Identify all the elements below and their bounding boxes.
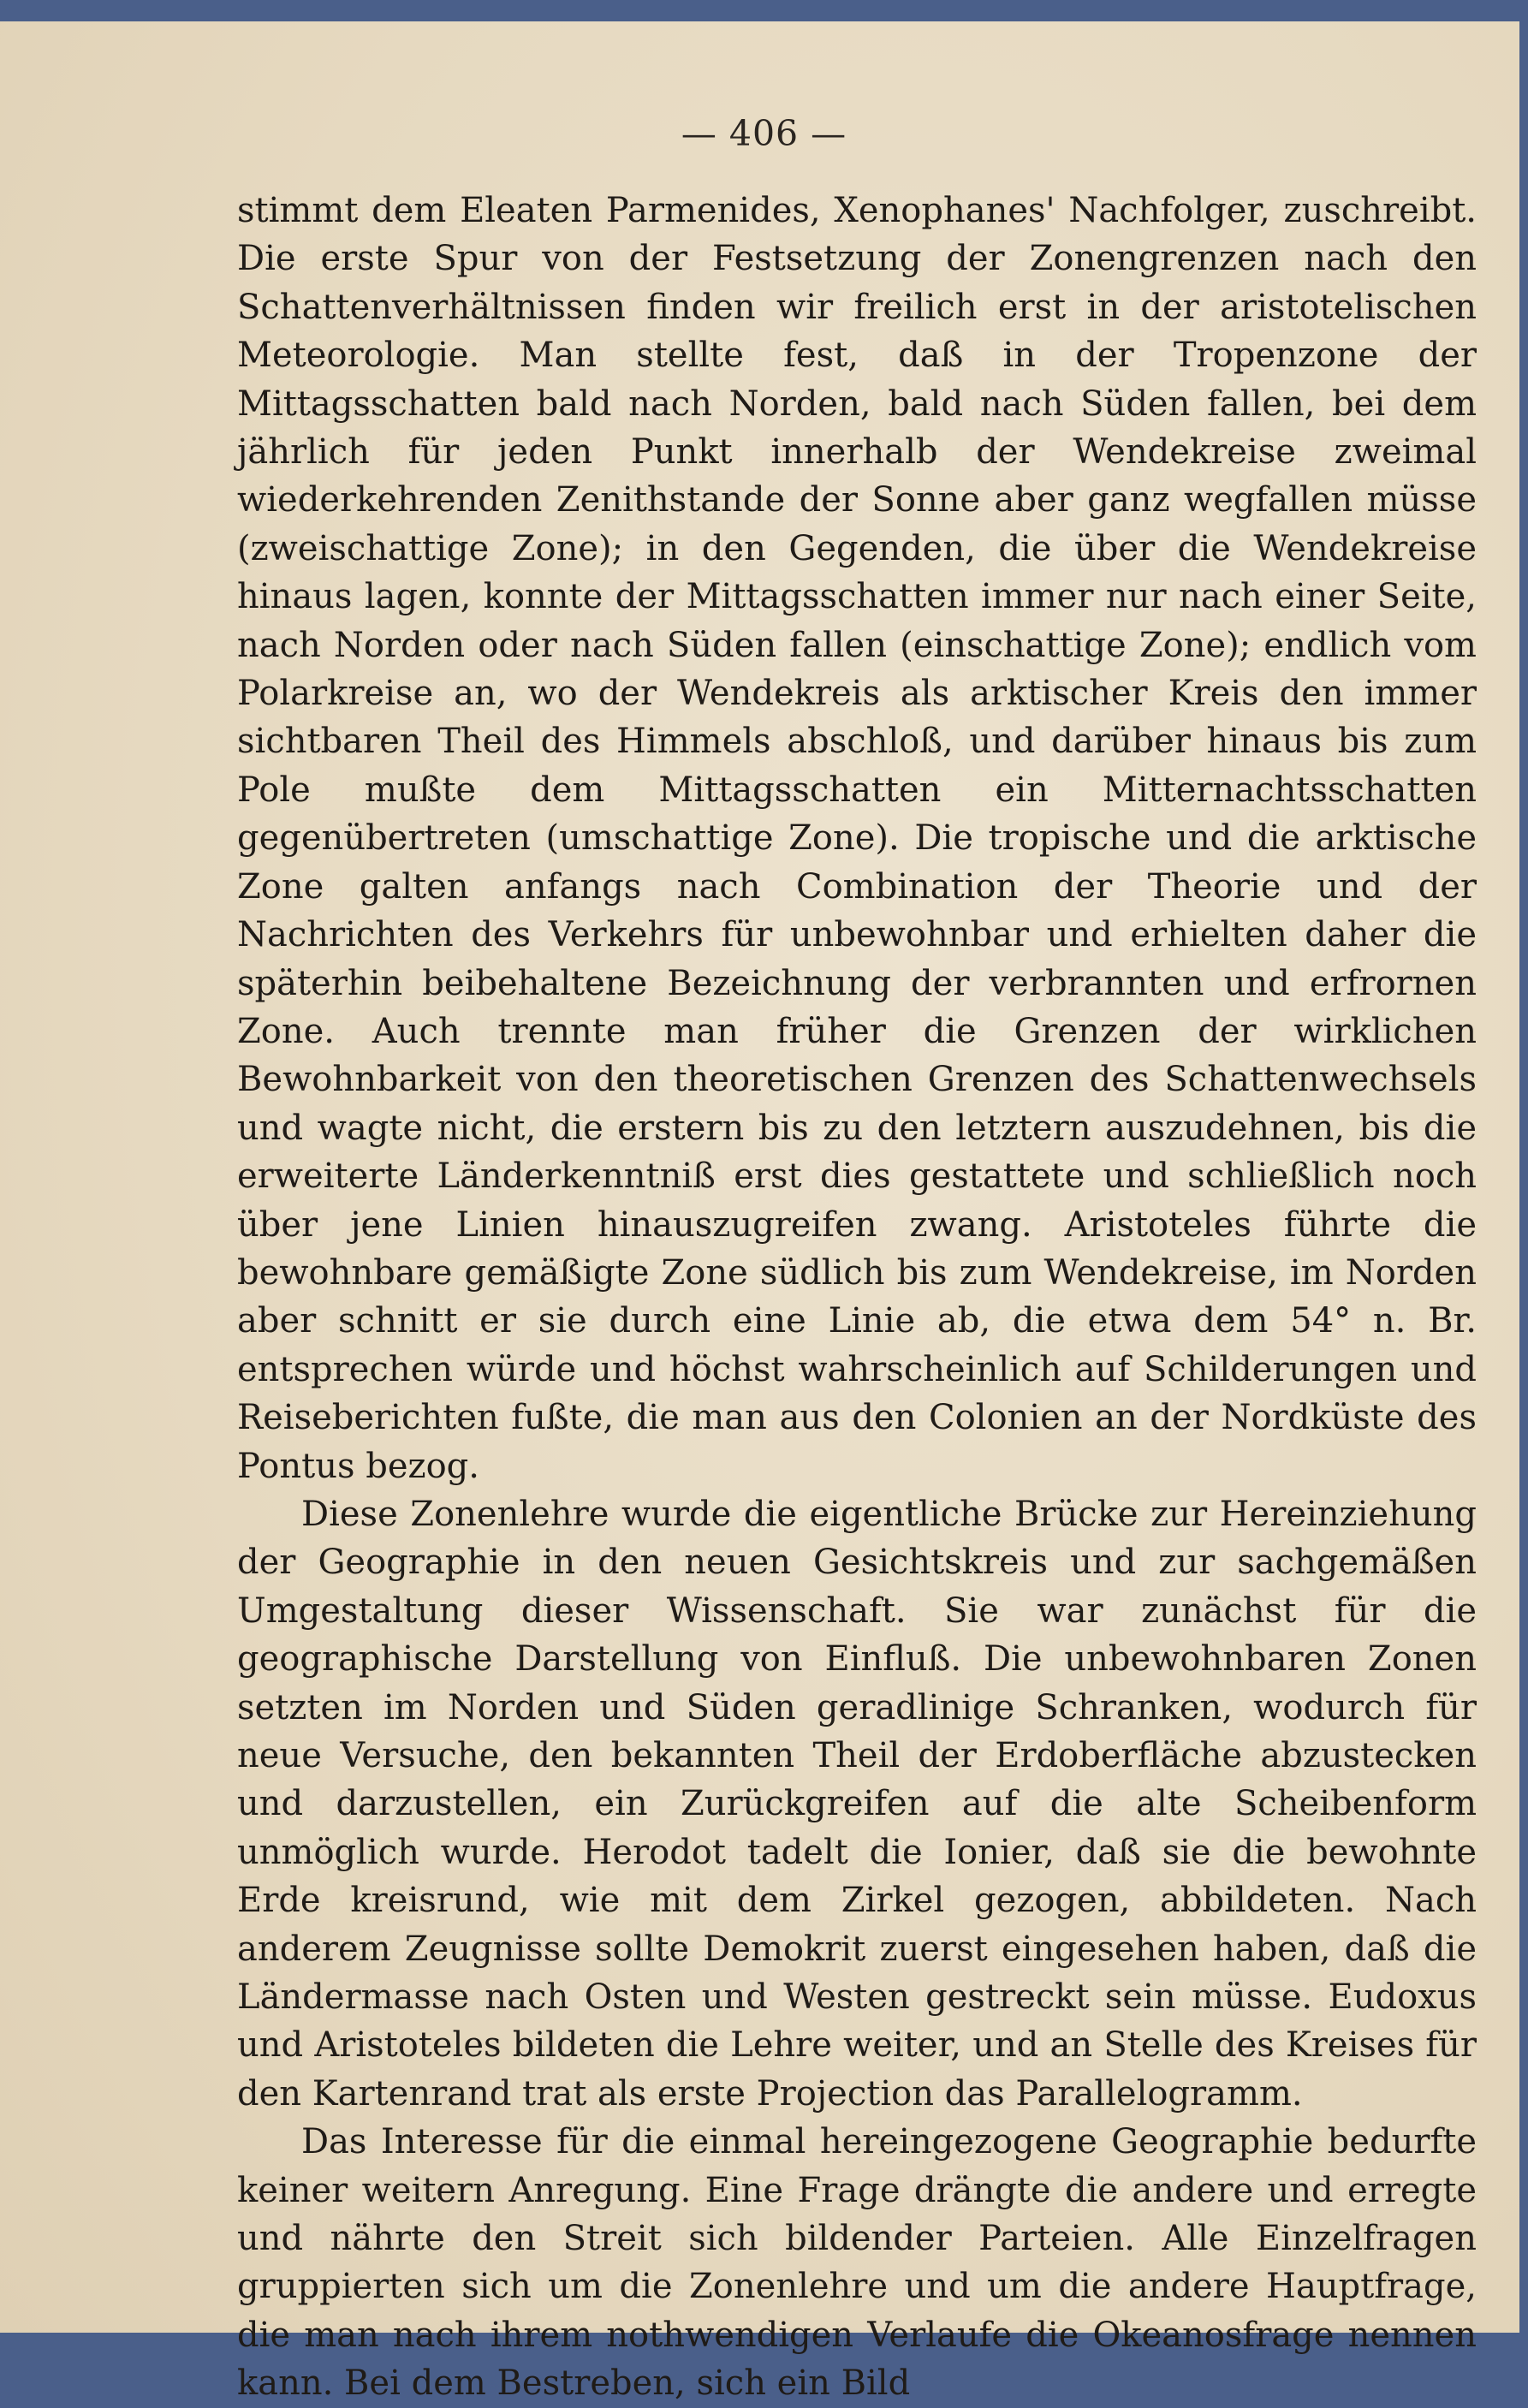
- paragraph-3: Das Interesse für die einmal hereingezogene Geographie bedurfte keiner weitern Anregung. Eine Frage drängte die andere und erregte und nährte den Streit sich bildender Parteien. Alle Einzelfragen gruppierten sich um die Zonenlehre und um die andere Hauptfrage, die man nach ihrem nothwendigen Verlaufe die Okeanosfrage nennen kann. Bei dem Bestreben, sich ein Bild: [237, 2122, 1477, 2404]
- paragraph-2: Diese Zonenlehre wurde die eigentliche Brücke zur Hereinziehung der Geographie in den neuen Gesichtskreis und zur sachgemäßen Umgestaltung dieser Wissenschaft. Sie war zunächst für die geographische Darstellung von Einfluß. Die unbewohnbaren Zonen setzten im Norden und Süden geradlinige Schranken, wodurch für neue Versuche, den bekannten Theil der Erdoberfläche abzustecken und darzustellen, ein Zurückgreifen auf die alte Scheibenform unmöglich wurde. Herodot tadelt die Ionier, daß sie die bewohnte Erde kreisrund, wie mit dem Zirkel gezogen, abbildeten. Nach anderem Zeugnisse sollte Demokrit zuerst eingesehen haben, daß die Ländermasse nach Osten und Westen gestreckt sein müsse. Eudoxus und Aristoteles bildeten die Lehre weiter, und an Stelle des Kreises für den Kartenrand trat als erste Projection das Parallelogramm.: [237, 1494, 1477, 2114]
- body-text: [237, 187, 1477, 2408]
- paragraph-1: stimmt dem Eleaten Parmenides, Xenophanes' Nachfolger, zuschreibt. Die erste Spur von der Festsetzung der Zonengrenzen nach den Schattenverhältnissen finden wir freilich erst in der aristotelischen Meteorologie. Man stellte fest, daß in der Tropenzone der Mittagsschatten bald nach Norden, bald nach Süden fallen, bei dem jährlich für jeden Punkt innerhalb der Wendekreise zweimal wiederkehrenden Zenithstande der Sonne aber ganz wegfallen müsse (zweischattige Zone); in den Gegenden, die über die Wendekreise hinaus lagen, konnte der Mittagsschatten immer nur nach einer Seite, nach Norden oder nach Süden fallen (einschattige Zone); endlich vom Polarkreise an, wo der Wendekreis als arktischer Kreis den immer sichtbaren Theil des Himmels abschloß, und darüber hinaus bis zum Pole mußte dem Mittagsschatten ein Mitternachtsschatten gegenübertreten (umschattige Zone). Die tropische und die arktische Zone galten anfangs nach Combination der Theorie und der Nachrichten des Verkehrs für unbewohnbar und erhielten daher die späterhin beibehaltene Bezeichnung der verbrannten und erfrornen Zone. Auch trennte man früher die Grenzen der wirklichen Bewohnbarkeit von den theoretischen Grenzen des Schattenwechsels und wagte nicht, die erstern bis zu den letztern auszudehnen, bis die erweiterte Länderkenntniß erst dies gestattete und schließlich noch über jene Linien hinauszugreifen zwang. Aristoteles führte die bewohnbare gemäßigte Zone südlich bis zum Wendekreise, im Norden aber schnitt er sie durch eine Linie ab, die etwa dem 54° n. Br. entsprechen würde und höchst wahrscheinlich auf Schilderungen und Reiseberichten fußte, die man aus den Colonien an der Nordküste des Pontus bezog.: [237, 191, 1477, 1486]
- page-number: — 406 —: [681, 113, 847, 154]
